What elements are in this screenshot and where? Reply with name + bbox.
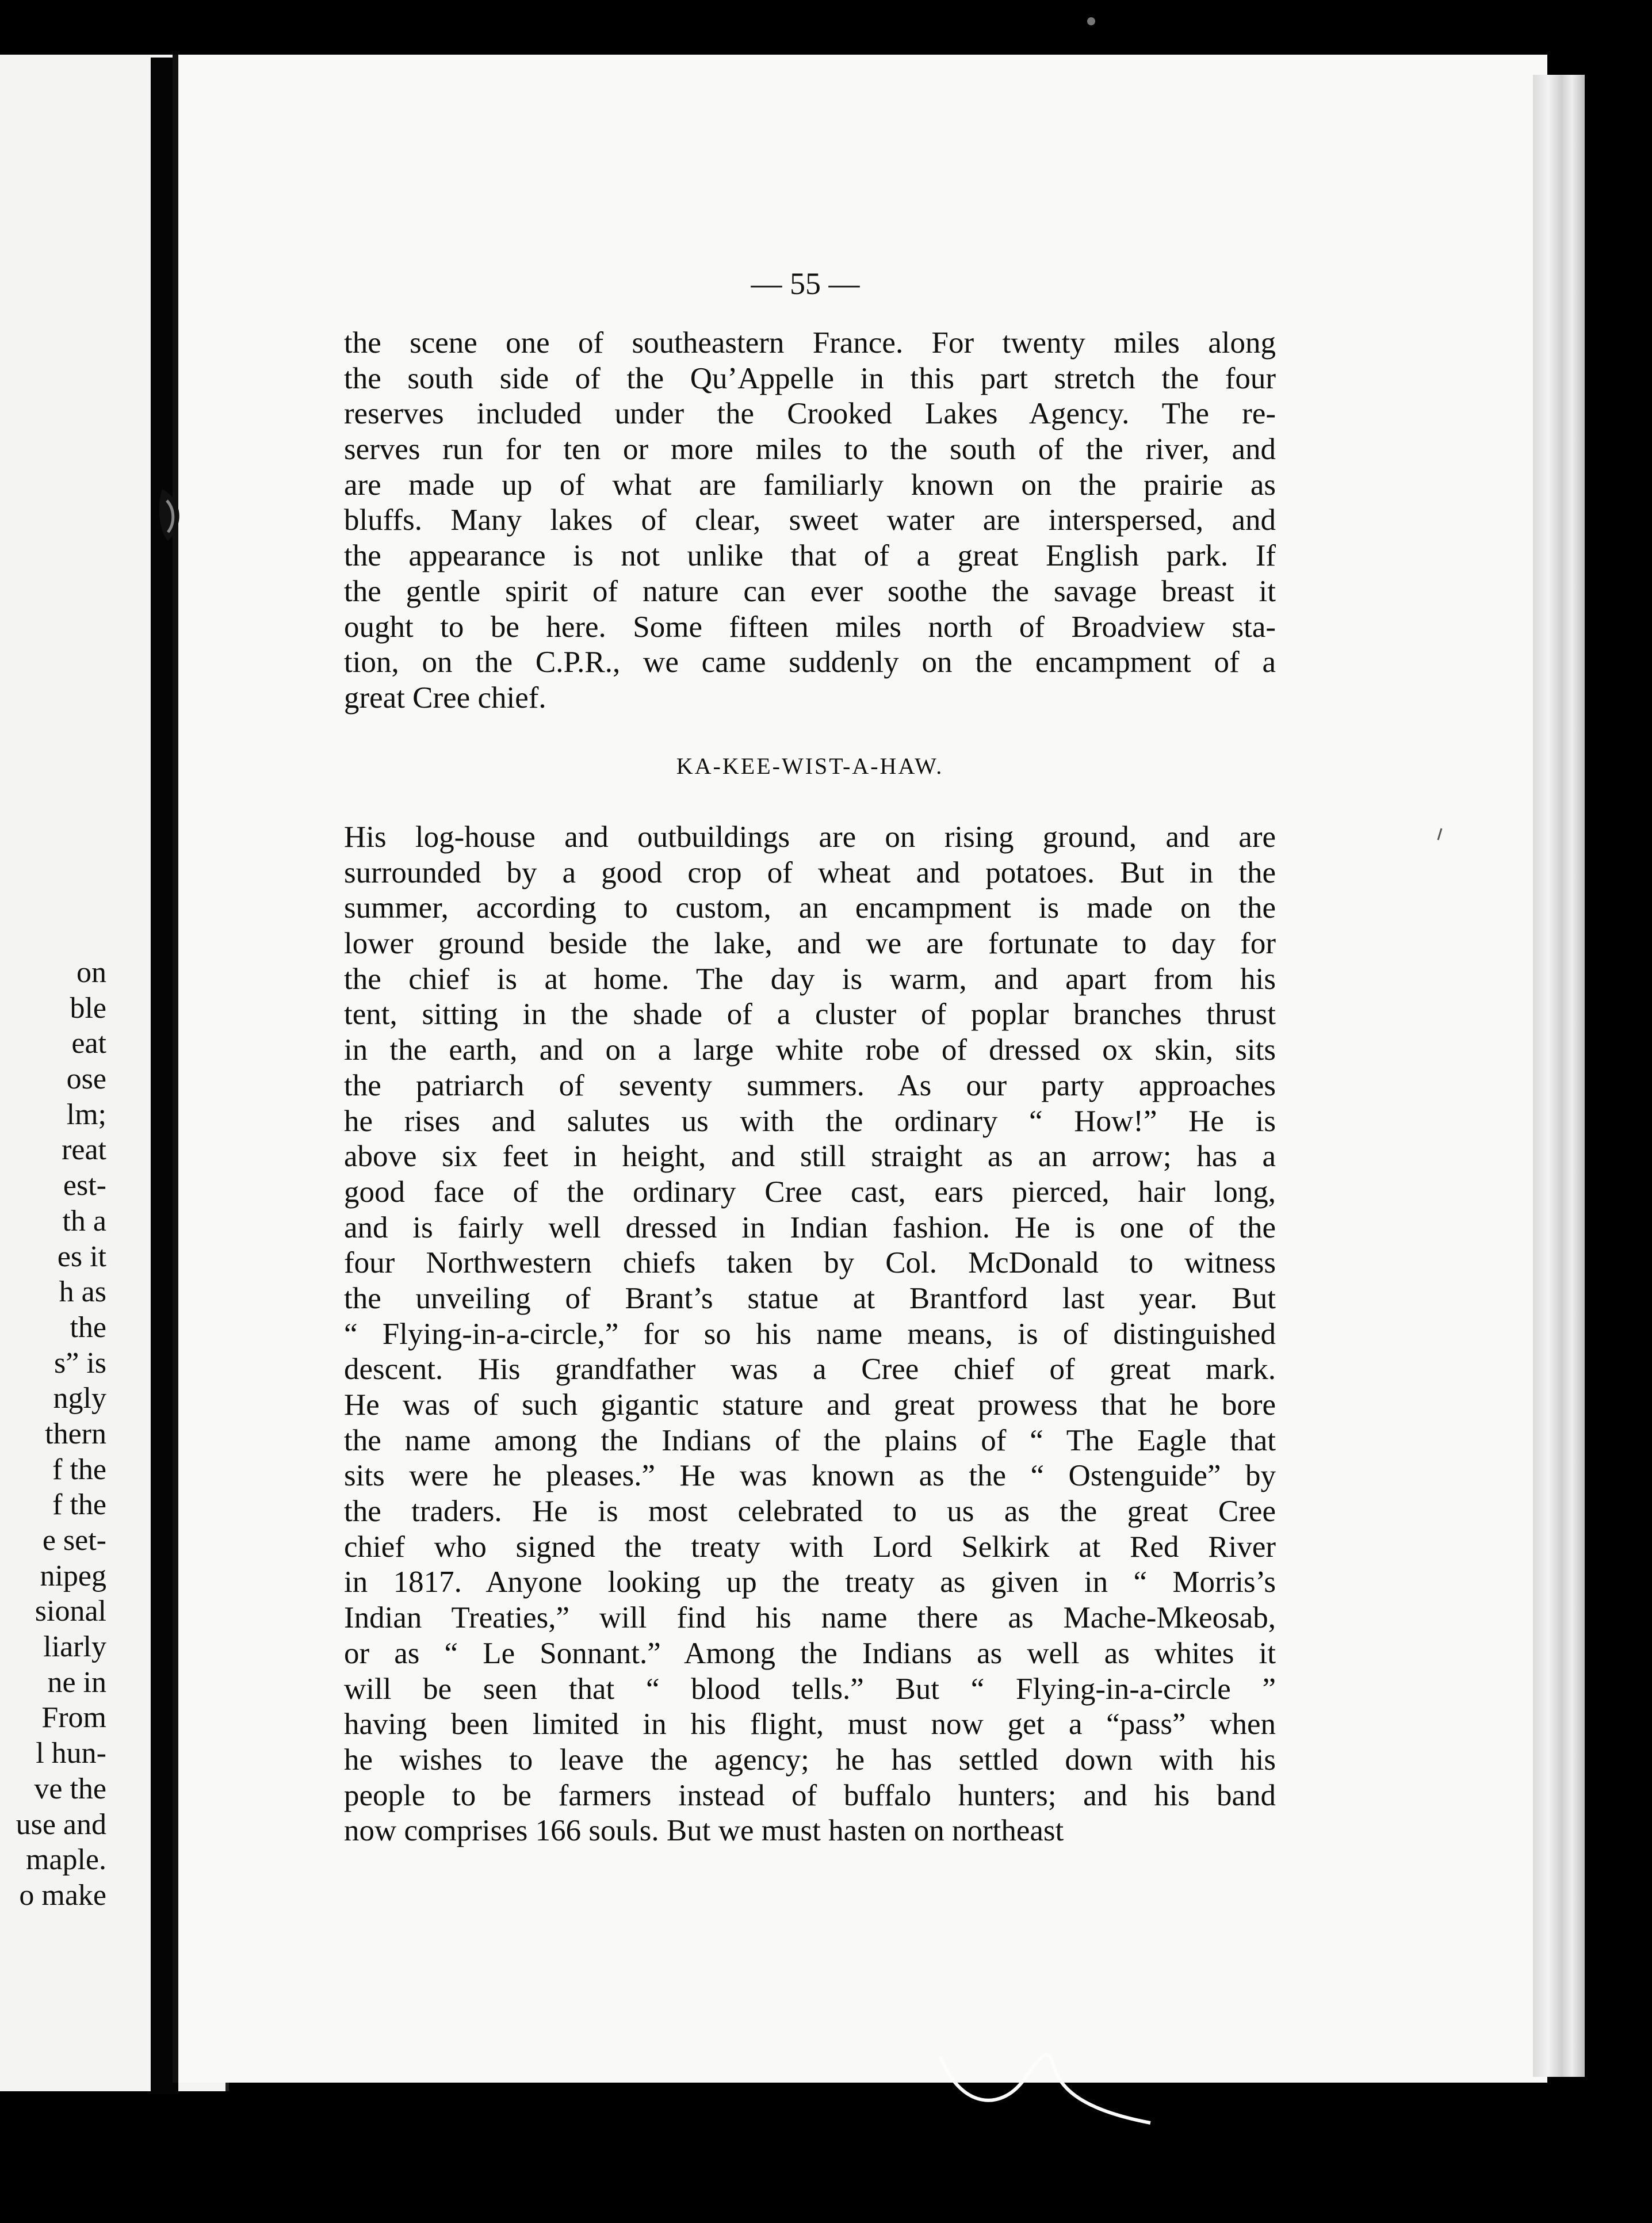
page-number: — 55 — bbox=[751, 266, 860, 301]
facing-page-line-fragment: From bbox=[41, 1701, 106, 1735]
text-line: in the earth, and on a large white robe of dressed ox skin, sits bbox=[344, 1033, 1276, 1067]
text-line: good face of the ordinary Cree cast, ears pierced, hair long, bbox=[344, 1175, 1276, 1209]
text-line: the scene one of southeastern France. For twenty miles along bbox=[344, 326, 1276, 360]
facing-page-line-fragment: ngly bbox=[53, 1382, 106, 1415]
text-line: will be seen that “ blood tells.” But “ Flying-in-a-circle ” bbox=[344, 1672, 1276, 1706]
facing-page-text bbox=[0, 955, 106, 1913]
text-line: the appearance is not unlike that of a great English park. If bbox=[344, 539, 1276, 573]
text-line: the name among the Indians of the plains of “ The Eagle that bbox=[344, 1423, 1276, 1457]
text-line: surrounded by a good crop of wheat and potatoes. But in the bbox=[344, 855, 1276, 889]
facing-page-line-fragment: eat bbox=[71, 1027, 106, 1060]
facing-page-line-fragment: thern bbox=[45, 1417, 106, 1450]
facing-page-line-fragment: liarly bbox=[43, 1630, 106, 1664]
text-line: the gentle spirit of nature can ever soothe the savage breast it bbox=[344, 574, 1276, 608]
facing-page-line-fragment: maple. bbox=[25, 1843, 106, 1877]
text-line: he wishes to leave the agency; he has settled down with his bbox=[344, 1743, 1276, 1777]
facing-page-line-fragment: est- bbox=[63, 1169, 106, 1202]
text-line: descent. His grandfather was a Cree chief of great mark. bbox=[344, 1353, 1276, 1386]
facing-page-line-fragment: es it bbox=[57, 1240, 106, 1273]
facing-page-line-fragment: ble bbox=[70, 991, 106, 1025]
section-heading: KA-KEE-WIST-A-HAW. bbox=[676, 753, 944, 779]
text-line: the unveiling of Brant’s statue at Brantford last year. But bbox=[344, 1281, 1276, 1315]
text-line: Indian Treaties,” will find his name there as Mache-Mkeosab, bbox=[344, 1601, 1276, 1635]
facing-page-line-fragment: on bbox=[77, 956, 106, 989]
text-line: great Cree chief. bbox=[344, 681, 546, 715]
text-line: tent, sitting in the shade of a cluster of poplar branches thrust bbox=[344, 998, 1276, 1032]
facing-page-line-fragment: sional bbox=[35, 1595, 106, 1628]
facing-page-line-fragment: f the bbox=[52, 1453, 106, 1486]
facing-page-line-fragment: ve the bbox=[34, 1772, 106, 1805]
text-line: lower ground beside the lake, and we are fortunate to day for bbox=[344, 927, 1276, 961]
facing-page-line-fragment: reat bbox=[62, 1133, 106, 1167]
facing-page-line-fragment: f the bbox=[52, 1488, 106, 1522]
facing-page-line-fragment: th a bbox=[62, 1204, 106, 1237]
paragraph-intro bbox=[344, 326, 1276, 716]
facing-page-line-fragment: the bbox=[70, 1311, 106, 1344]
text-line: and is fairly well dressed in Indian fashion. He is one of the bbox=[344, 1210, 1276, 1244]
text-line: serves run for ten or more miles to the south of the river, and bbox=[344, 433, 1276, 467]
text-line: are made up of what are familiarly known on the prairie as bbox=[344, 468, 1276, 502]
text-line: tion, on the C.P.R., we came suddenly on the encampment of a bbox=[344, 645, 1276, 679]
text-line: ought to be here. Some fifteen miles north of Broadview sta- bbox=[344, 610, 1276, 644]
paragraph-ka-kee-wist-a-haw bbox=[344, 820, 1276, 1849]
facing-page-line-fragment: e set- bbox=[42, 1524, 106, 1557]
text-line: His log-house and outbuildings are on rising ground, and are bbox=[344, 820, 1276, 854]
facing-page-line-fragment: ne in bbox=[47, 1666, 106, 1699]
text-line: chief who signed the treaty with Lord Selkirk at Red River bbox=[344, 1530, 1276, 1564]
text-line: or as “ Le Sonnant.” Among the Indians as well as whites it bbox=[344, 1636, 1276, 1670]
text-line: above six feet in height, and still straight as an arrow; has a bbox=[344, 1140, 1276, 1174]
text-line: summer, according to custom, an encampment is made on the bbox=[344, 891, 1276, 925]
text-line: the traders. He is most celebrated to us as the great Cree bbox=[344, 1495, 1276, 1529]
facing-page-line-fragment: s” is bbox=[54, 1346, 106, 1380]
text-line: he rises and salutes us with the ordinary “ How!” He is bbox=[344, 1104, 1276, 1138]
facing-page-line-fragment: h as bbox=[59, 1275, 106, 1309]
text-line: people to be farmers instead of buffalo hunters; and his band bbox=[344, 1778, 1276, 1812]
facing-page-line-fragment: ose bbox=[66, 1063, 106, 1096]
text-line: the patriarch of seventy summers. As our party approaches bbox=[344, 1068, 1276, 1102]
facing-page-line-fragment: o make bbox=[19, 1878, 106, 1912]
facing-page-line-fragment: nipeg bbox=[40, 1559, 106, 1592]
text-line: having been limited in his flight, must now get a “pass” when bbox=[344, 1708, 1276, 1741]
text-line: sits were he pleases.” He was known as the “ Ostenguide” by bbox=[344, 1459, 1276, 1493]
facing-page-line-fragment: l hun- bbox=[36, 1737, 106, 1770]
text-line: four Northwestern chiefs taken by Col. McDonald to witness bbox=[344, 1246, 1276, 1280]
thread-scribble-icon bbox=[938, 2045, 1156, 2132]
text-line: in 1817. Anyone looking up the treaty as given in “ Morris’s bbox=[344, 1565, 1276, 1599]
text-line: bluffs. Many lakes of clear, sweet water are interspersed, and bbox=[344, 503, 1276, 537]
ink-speck-icon bbox=[1084, 16, 1098, 26]
text-line: reserves included under the Crooked Lakes Agency. The re- bbox=[344, 397, 1276, 431]
binding-stitch-icon bbox=[151, 483, 191, 547]
margin-mark-icon bbox=[1433, 827, 1445, 841]
facing-page-line-fragment: lm; bbox=[66, 1098, 106, 1131]
text-line: the south side of the Qu’Appelle in this part stretch the four bbox=[344, 361, 1276, 395]
page-edge-stack bbox=[1533, 75, 1585, 2077]
text-line: the chief is at home. The day is warm, and apart from his bbox=[344, 962, 1276, 996]
text-line: He was of such gigantic stature and great prowess that he bore bbox=[344, 1388, 1276, 1422]
facing-page-line-fragment: use and bbox=[16, 1808, 106, 1841]
text-line: “ Flying-in-a-circle,” for so his name means, is of distinguished bbox=[344, 1317, 1276, 1351]
text-line: now comprises 166 souls. But we must hasten on northeast bbox=[344, 1814, 1064, 1848]
